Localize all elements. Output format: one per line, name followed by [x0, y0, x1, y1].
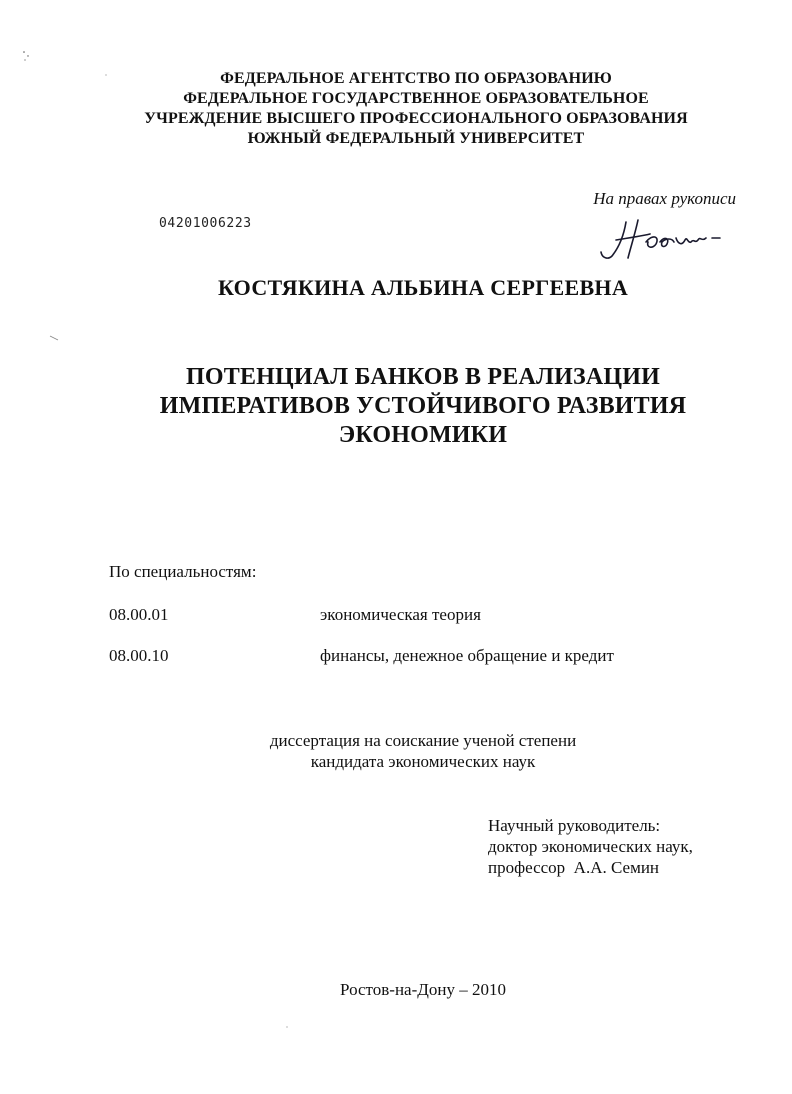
degree-line: диссертация на соискание ученой степени: [269, 731, 577, 750]
signature-icon: [598, 216, 730, 264]
author-name: КОСТЯКИНА АЛЬБИНА СЕРГЕЕВНА: [217, 275, 629, 300]
specialties-heading: По специальностям:: [109, 562, 257, 581]
degree-line: кандидата экономических наук: [310, 752, 536, 771]
advisor-line: профессор А.А. Семин: [488, 858, 660, 877]
advisor-line: доктор экономических наук,: [488, 837, 693, 856]
institution-header: [60, 69, 772, 149]
header-line-federal: ФЕДЕРАЛЬНОЕ ГОСУДАРСТВЕННОЕ ОБРАЗОВАТЕЛЬНОЕ: [183, 90, 649, 107]
header-line-university: ЮЖНЫЙ ФЕДЕРАЛЬНЫЙ УНИВЕРСИТЕТ: [247, 130, 585, 147]
advisor-line: Научный руководитель:: [488, 816, 661, 835]
degree-statement: [200, 730, 646, 772]
place-and-year: Ростов-на-Дону – 2010: [340, 980, 506, 999]
title-line: ЭКОНОМИКИ: [338, 422, 508, 448]
scientific-advisor: [488, 815, 693, 878]
specialty-code: 08.00.10: [109, 646, 169, 665]
manuscript-note: На правах рукописи: [593, 189, 736, 208]
specialty-code: 08.00.01: [109, 605, 169, 624]
header-line-agency: ФЕДЕРАЛЬНОЕ АГЕНТСТВО ПО ОБРАЗОВАНИЮ: [220, 70, 612, 87]
specialty-name: финансы, денежное обращение и кредит: [320, 646, 614, 665]
header-line-institution: УЧРЕЖДЕНИЕ ВЫСШЕГО ПРОФЕССИОНАЛЬНОГО ОБРАЗОВАНИЯ: [144, 110, 688, 127]
title-line: ПОТЕНЦИАЛ БАНКОВ В РЕАЛИЗАЦИИ: [186, 364, 660, 390]
dissertation-title: [0, 363, 792, 450]
document-number: 04201006223: [159, 216, 252, 231]
specialty-name: экономическая теория: [320, 605, 481, 624]
title-line: ИМПЕРАТИВОВ УСТОЙЧИВОГО РАЗВИТИЯ: [159, 393, 687, 419]
